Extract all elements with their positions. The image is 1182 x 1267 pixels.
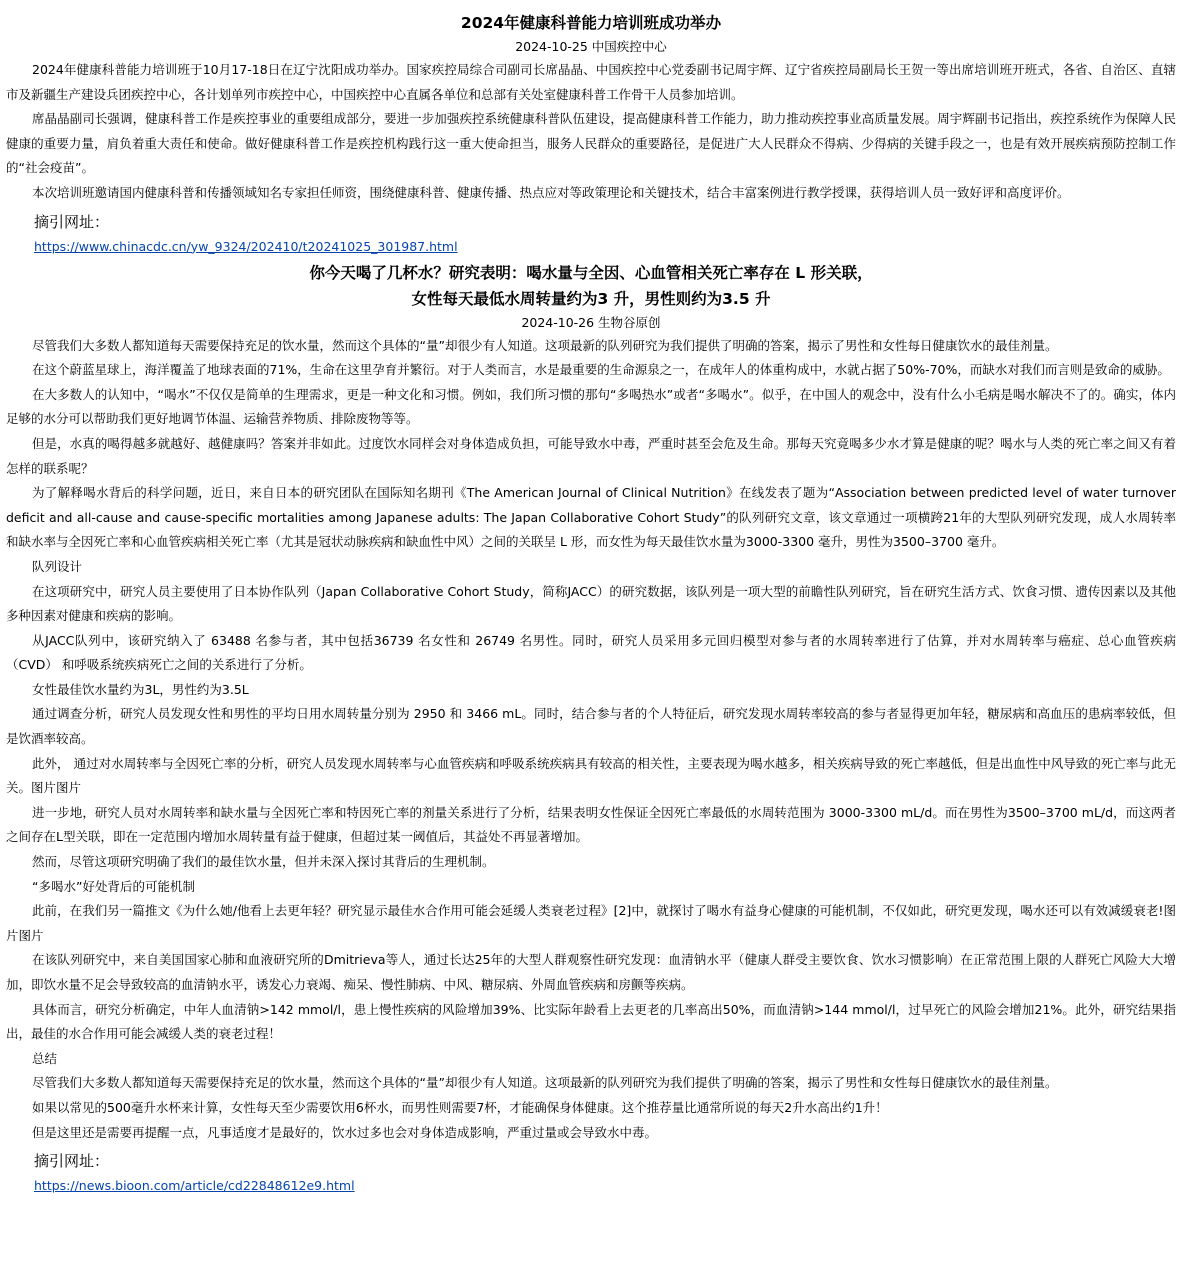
paragraph: 然而，尽管这项研究明确了我们的最佳饮水量，但并未深入探讨其背后的生理机制。 xyxy=(32,854,495,870)
paragraph: 尽管我们大多数人都知道每天需要保持充足的饮水量，然而这个具体的“量”却很少有人知道。这项最新的队列研究为我们提供了明确的答案，揭示了男性和女性每日健康饮水的最佳剂量。 xyxy=(32,1075,1058,1091)
source-label: 摘引网址： xyxy=(34,212,110,231)
article-title-line1: 你今天喝了几杯水？研究表明：喝水量与全因、心血管相关死亡率存在 L 形关联， xyxy=(309,263,873,282)
section-heading: 总结 xyxy=(32,1050,58,1066)
paragraph: 此前，在我们另一篇推文《为什么她/他看上去更年轻？研究显示最佳水合作用可能会延缓人类衰老过程》[2]中，就探讨了喝水有益身心健康的可能机制，不仅如此，研究更发现，喝水还可以有效减缓衰老!图片图片 xyxy=(6,903,1176,943)
section-heading: 队列设计 xyxy=(32,558,83,574)
paragraph: 在该队列研究中，来自美国国家心肺和血液研究所的Dmitrieva等人，通过长达25年的大型人群观察性研究发现：血清钠水平（健康人群受主要饮食、饮水习惯影响）在正常范围上限的人群死亡风险大大增加，即饮水量不足会导致较高的血清钠水平，诱发心力衰竭、痴呆、慢性肺病、中风、糖尿病、外周血管疾病和房颤等疾病。 xyxy=(6,952,1176,992)
article-title: 2024年健康科普能力培训班成功举办 xyxy=(460,14,722,32)
paragraph: 本次培训班邀请国内健康科普和传播领域知名专家担任师资，围绕健康科普、健康传播、热点应对等政策理论和关键技术，结合丰富案例进行教学授课，获得培训人员一致好评和高度评价。 xyxy=(32,184,1070,200)
paragraph: 此外， 通过对水周转率与全因死亡率的分析，研究人员发现水周转率与心血管疾病和呼吸系统疾病具有较高的相关性，主要表现为喝水越多，相关疾病导致的死亡率越低，但是出血性中风导致的死亡率与此无关。图片图片 xyxy=(6,755,1176,796)
paragraph: 通过调查分析，研究人员发现女性和男性的平均日用水周转量分别为 2950 和 3466 mL。同时，结合参与者的个人特征后，研究发现水周转率较高的参与者显得更加年轻，糖尿病和高血压的患病率较低，但是饮酒率较高。 xyxy=(6,706,1176,747)
source-link[interactable]: https://news.bioon.com/article/cd22848612e9.html xyxy=(34,1178,355,1194)
article-meta: 2024-10-25 中国疾控中心 xyxy=(515,39,667,54)
paragraph: 进一步地，研究人员对水周转率和缺水量与全因死亡率和特因死亡率的剂量关系进行了分析，结果表明女性保证全因死亡率最低的水周转范围为 3000-3300 mL/d。而在男性为3500–3700 mL/d，而这两者之间存在L型关联，即在一定范围内增加水周转量有益于健康，但超过某一阈值后，其益处不再显著增加。 xyxy=(6,804,1176,845)
paragraph: 为了解释喝水背后的科学问题，近日，来自日本的研究团队在国际知名期刊《The American Journal of Clinical Nutrition》在线发表了题为“Association between predicted level of water turnover deficit and all-cause and cause-specific mortalities among Japanese adults: The Japan Collaborative Cohort Study”的队列研究文章，该文章通过一项横跨21年的大型队列研究发现，成人水周转率和缺水率与全因死亡率和心血管疾病相关死亡率（尤其是冠状动脉疾病和缺血性中风）之间的关联呈 L 形，而女性为每天最佳饮水量为3000-3300 毫升，男性为3500–3700 毫升。 xyxy=(6,485,1176,550)
article-water-intake xyxy=(6,260,1176,1198)
article-title-line2: 女性每天最低水周转量约为3 升，男性则约为3.5 升 xyxy=(411,289,771,308)
paragraph: 但是这里还是需要再提醒一点，凡事适度才是最好的，饮水过多也会对身体造成影响，严重过量或会导致水中毒。 xyxy=(32,1124,658,1140)
paragraph: 在这项研究中，研究人员主要使用了日本协作队列（Japan Collaborative Cohort Study，简称JACC）的研究数据，该队列是一项大型的前瞻性队列研究，旨在研究生活方式、饮食习惯、遗传因素以及其他多种因素对健康和疾病的影响。 xyxy=(6,583,1176,624)
paragraph: 席晶晶副司长强调，健康科普工作是疾控事业的重要组成部分，要进一步加强疾控系统健康科普队伍建设，提高健康科普工作能力，助力推动疾控事业高质量发展。周宇辉副书记指出，疾控系统作为保障人民健康的重要力量，肩负着重大责任和使命。做好健康科普工作是疾控机构践行这一重大使命担当，服务人民群众的重要路径，是促进广大人民群众不得病、少得病的关键手段之一，也是有效开展疾病预防控制工作的“社会疫苗”。 xyxy=(6,111,1176,176)
source-label: 摘引网址： xyxy=(34,1152,110,1171)
paragraph: 从JACC队列中，该研究纳入了 63488 名参与者，其中包括36739 名女性和 26749 名男性。同时，研究人员采用多元回归模型对参与者的水周转率进行了估算，并对水周转率与癌症、总心血管疾病（CVD） 和呼吸系统疾病死亡之间的关系进行了分析。 xyxy=(6,632,1176,673)
paragraph: 尽管我们大多数人都知道每天需要保持充足的饮水量，然而这个具体的“量”却很少有人知道。这项最新的队列研究为我们提供了明确的答案，揭示了男性和女性每日健康饮水的最佳剂量。 xyxy=(32,337,1058,353)
section-heading: “多喝水”好处背后的可能机制 xyxy=(32,878,195,894)
paragraph: 在这个蔚蓝星球上，海洋覆盖了地球表面的71%，生命在这里孕育并繁衍。对于人类而言，水是最重要的生命源泉之一，在成年人的体重构成中，水就占据了50%-70%，而缺水对我们而言则是致命的威胁。 xyxy=(32,362,1170,378)
article-cdc-training xyxy=(6,10,1176,258)
paragraph: 但是，水真的喝得越多就越好、越健康吗？答案并非如此。过度饮水同样会对身体造成负担，可能导致水中毒，严重时甚至会危及生命。那每天究竟喝多少水才算是健康的呢？喝水与人类的死亡率之间又有着怎样的联系呢？ xyxy=(6,435,1176,476)
source-url-row xyxy=(34,236,1176,258)
document-page xyxy=(0,10,1182,1197)
section-heading: 女性最佳饮水量约为3L，男性约为3.5L xyxy=(32,681,249,697)
paragraph: 如果以常见的500毫升水杯来计算，女性每天至少需要饮用6杯水，而男性则需要7杯，才能确保身体健康。这个推荐量比通常所说的每天2升水高出约1升！ xyxy=(32,1099,888,1115)
article-meta: 2024-10-26 生物谷原创 xyxy=(521,314,661,330)
source-link[interactable]: https://www.chinacdc.cn/yw_9324/202410/t20241025_301987.html xyxy=(34,238,458,254)
paragraph: 具体而言，研究分析确定，中年人血清钠>142 mmol/l，患上慢性疾病的风险增加39%、比实际年龄看上去更老的几率高出50%，而血清钠>144 mmol/l，过早死亡的风险会增加21%。此外，研究结果指出，最佳的水合作用可能会减缓人类的衰老过程！ xyxy=(6,1001,1176,1042)
paragraph: 在大多数人的认知中，“喝水”不仅仅是简单的生理需求，更是一种文化和习惯。例如，我们所习惯的那句“多喝热水”或者“多喝水”。似乎，在中国人的观念中，没有什么小毛病是喝水解决不了的。确实，体内足够的水分可以帮助我们更好地调节体温、运输营养物质、排除废物等等。 xyxy=(6,386,1176,427)
source-url-row xyxy=(34,1175,1176,1197)
paragraph: 2024年健康科普能力培训班于10月17-18日在辽宁沈阳成功举办。国家疾控局综合司副司长席晶晶、中国疾控中心党委副书记周宇辉、辽宁省疾控局副局长王贺一等出席培训班开班式，各省、自治区、直辖市及新疆生产建设兵团疾控中心，各计划单列市疾控中心，中国疾控中心直属各单位和总部有关处室健康科普工作骨干人员参加培训。 xyxy=(6,62,1176,102)
